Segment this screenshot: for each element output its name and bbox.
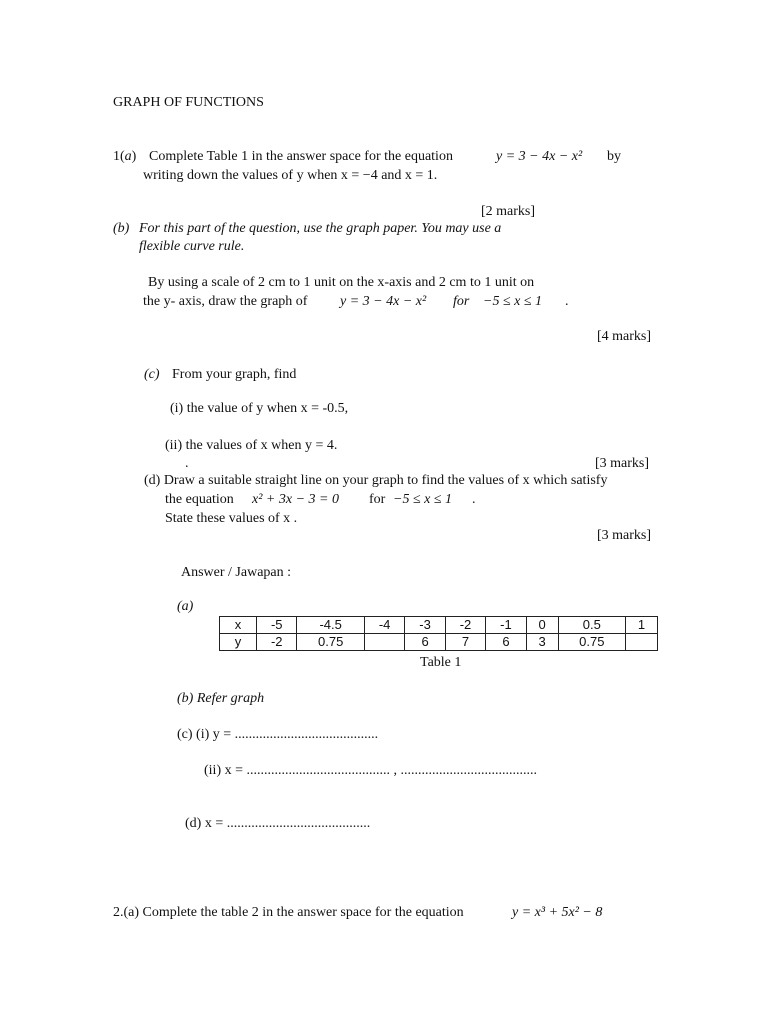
table-cell: -5 [257, 617, 297, 634]
q1a-by: by [607, 149, 621, 164]
table-cell: 7 [445, 634, 485, 651]
q1a-letter: a [124, 149, 132, 164]
q1a-equation: y = 3 − 4x − x² [496, 149, 583, 164]
q1b-for: for [453, 294, 470, 309]
q1b-dot: . [565, 294, 569, 309]
table-cell: 0 [526, 617, 558, 634]
q1b-range: −5 ≤ x ≤ 1 [483, 294, 543, 309]
table-cell: -1 [486, 617, 526, 634]
table-cell: 1 [626, 617, 658, 634]
q1a-text: Complete Table 1 in the answer space for the equation [149, 149, 453, 164]
q1c-dot: . [185, 456, 189, 471]
q1b-marks: [4 marks] [597, 329, 652, 344]
page-title: GRAPH OF FUNCTIONS [113, 95, 264, 110]
q1a-number: 1( [113, 149, 125, 164]
q1d-text3: State these values of x . [165, 511, 298, 526]
table-cell: -4 [364, 617, 404, 634]
q1c-label: (c) [144, 367, 160, 382]
q1d-marks: [3 marks] [597, 528, 652, 543]
table-cell: -3 [405, 617, 445, 634]
q1d-equation: x² + 3x − 3 = 0 [252, 492, 339, 507]
q2a-text: 2.(a) Complete the table 2 in the answer space for the equation [113, 905, 464, 920]
table-cell-blank[interactable] [626, 634, 658, 651]
q1c-text: From your graph, find [172, 367, 297, 382]
table-cell: y [220, 634, 257, 651]
q2a-equation: y = x³ + 5x² − 8 [512, 905, 603, 920]
answer-d[interactable]: (d) x = ......................................... [185, 816, 371, 831]
table-cell: 0.75 [297, 634, 364, 651]
q1b-italic1: For this part of the question, use the graph paper. You may use a [139, 221, 502, 236]
q1a-text2: writing down the values of y when x = −4 and x = 1. [143, 168, 438, 183]
q1d-text1: (d) Draw a suitable straight line on your graph to find the values of x which satisfy [144, 473, 608, 488]
table-row-y [220, 634, 658, 651]
q1d-dot: . [472, 492, 476, 507]
answer-b: (b) Refer graph [177, 691, 265, 706]
q1d-for: for [369, 492, 386, 507]
q1b-text1: By using a scale of 2 cm to 1 unit on the x-axis and 2 cm to 1 unit on [148, 275, 535, 290]
q1d-text2: the equation [165, 492, 234, 507]
table-cell: 0.75 [558, 634, 625, 651]
answer-heading: Answer / Jawapan : [181, 565, 292, 580]
q1a-marks: [2 marks] [481, 204, 536, 219]
q1b-italic2: flexible curve rule. [139, 239, 245, 254]
q1c-ii: (ii) the values of x when y = 4. [165, 438, 338, 453]
answer-c-i[interactable]: (c) (i) y = ......................................... [177, 727, 379, 742]
q1c-marks: [3 marks] [595, 456, 650, 471]
table-cell-blank[interactable] [364, 634, 404, 651]
q1c-i: (i) the value of y when x = -0.5, [170, 401, 349, 416]
table-cell: -2 [257, 634, 297, 651]
q1b-label: (b) [113, 221, 130, 236]
table-cell: -2 [445, 617, 485, 634]
table-row-x [220, 617, 658, 634]
q1b-text2: the y- axis, draw the graph of [143, 294, 308, 309]
table-cell: -4.5 [297, 617, 364, 634]
answer-a-label: (a) [177, 599, 194, 614]
answer-c-ii[interactable]: (ii) x = ......................................... , ....................................... [204, 763, 537, 778]
table-cell: x [220, 617, 257, 634]
table-cell: 3 [526, 634, 558, 651]
table-caption: Table 1 [420, 655, 462, 670]
table-cell: 6 [486, 634, 526, 651]
q1a-close: ) [131, 149, 137, 164]
q1d-range: −5 ≤ x ≤ 1 [393, 492, 453, 507]
table-cell: 6 [405, 634, 445, 651]
q1a-line1 [113, 148, 136, 166]
q1b-equation: y = 3 − 4x − x² [340, 294, 427, 309]
table-cell: 0.5 [558, 617, 625, 634]
table-1 [219, 616, 658, 651]
